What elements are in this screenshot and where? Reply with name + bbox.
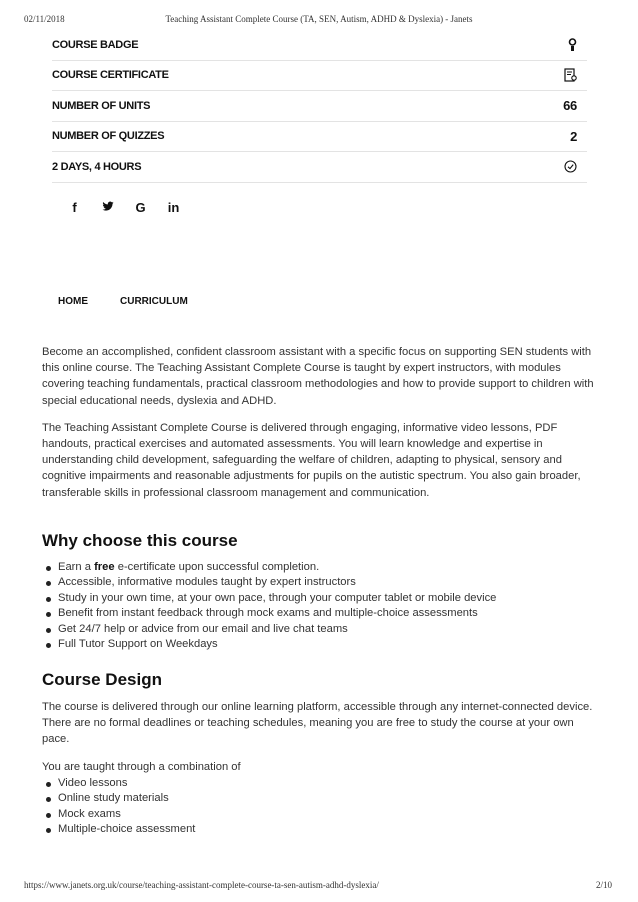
list-item: Online study materials	[58, 791, 195, 806]
twitter-icon[interactable]	[91, 200, 124, 215]
info-label: COURSE BADGE	[52, 38, 139, 51]
list-item	[58, 560, 496, 575]
why-heading: Why choose this course	[42, 531, 238, 550]
list-item: Multiple-choice assessment	[58, 822, 195, 837]
course-info-table	[52, 30, 587, 183]
course-design-section	[42, 699, 602, 775]
tab-home[interactable]: HOME	[58, 296, 88, 307]
info-row-badge	[52, 30, 587, 61]
info-row-units	[52, 91, 587, 122]
list-item: Study in your own time, at your own pace, through your computer tablet or mobile device	[58, 591, 496, 606]
design-paragraph-1: The course is delivered through our online learning platform, accessible through any internet-connected device. There are no formal deadlines or teaching schedules, meaning you are free to study the course at your own pace.	[42, 701, 593, 746]
info-label: 2 DAYS, 4 HOURS	[52, 160, 142, 173]
info-row-quizzes	[52, 122, 587, 153]
google-icon[interactable]: G	[135, 200, 146, 215]
intro-paragraph-2: The Teaching Assistant Complete Course is delivered through engaging, informative video lessons, PDF handouts, practical exercises and automated assessments. You will learn knowledge and expertise in understanding child development, safeguarding the welfare of children, adapting to physical, sensory and cognitive impairments and reasonable adjustments for pupils on the autistic spectrum. You also gain broader, transferable skills in professional classroom management and communication.	[42, 421, 581, 499]
info-label: NUMBER OF UNITS	[52, 99, 151, 112]
list-item: Benefit from instant feedback through mock exams and multiple-choice assessments	[58, 606, 496, 621]
info-label: COURSE CERTIFICATE	[52, 69, 169, 82]
intro-section	[42, 344, 602, 501]
list-item: Accessible, informative modules taught by expert instructors	[58, 575, 496, 590]
course-design-heading: Course Design	[42, 670, 162, 689]
facebook-icon[interactable]: f	[72, 200, 77, 215]
why-list	[42, 560, 496, 652]
info-row-duration	[52, 152, 587, 183]
course-tabs	[58, 296, 188, 307]
info-label: NUMBER OF QUIZZES	[52, 130, 165, 143]
intro-paragraph-1: Become an accomplished, confident classroom assistant with a specific focus on supporting SEN students with this online course. The Teaching Assistant Complete Course is taught by expert instructors, with modules covering teaching fundamentals, practical classroom methodologies and how to provide support to children with special educational needs, dyslexia and ADHD.	[42, 346, 594, 407]
clock-check-icon	[564, 160, 587, 173]
list-item: Get 24/7 help or advice from our email and live chat teams	[58, 622, 496, 637]
list-item: Mock exams	[58, 807, 195, 822]
print-title: Teaching Assistant Complete Course (TA, SEN, Autism, ADHD & Dyslexia) - Janets	[165, 14, 473, 24]
print-url: https://www.janets.org.uk/course/teaching-assistant-complete-course-ta-sen-autism-adhd-dyslexia/	[24, 880, 379, 890]
badge-icon	[568, 38, 587, 52]
certificate-icon	[564, 68, 587, 82]
list-item: Full Tutor Support on Weekdays	[58, 637, 496, 652]
design-paragraph-2: You are taught through a combination of	[42, 760, 241, 773]
tab-curriculum[interactable]: CURRICULUM	[120, 296, 188, 307]
list-item-prefix: Earn a	[58, 561, 95, 573]
quizzes-value: 2	[570, 128, 577, 144]
design-list	[42, 776, 195, 838]
social-share-bar	[58, 200, 190, 215]
print-date: 02/11/2018	[24, 14, 65, 24]
page-number: 2/10	[595, 880, 612, 890]
list-item-suffix: e-certificate upon successful completion.	[114, 561, 320, 573]
units-value: 66	[563, 98, 577, 114]
info-row-certificate	[52, 61, 587, 92]
list-item: Video lessons	[58, 776, 195, 791]
free-emphasis: free	[94, 561, 115, 573]
linkedin-icon[interactable]: in	[167, 200, 180, 215]
